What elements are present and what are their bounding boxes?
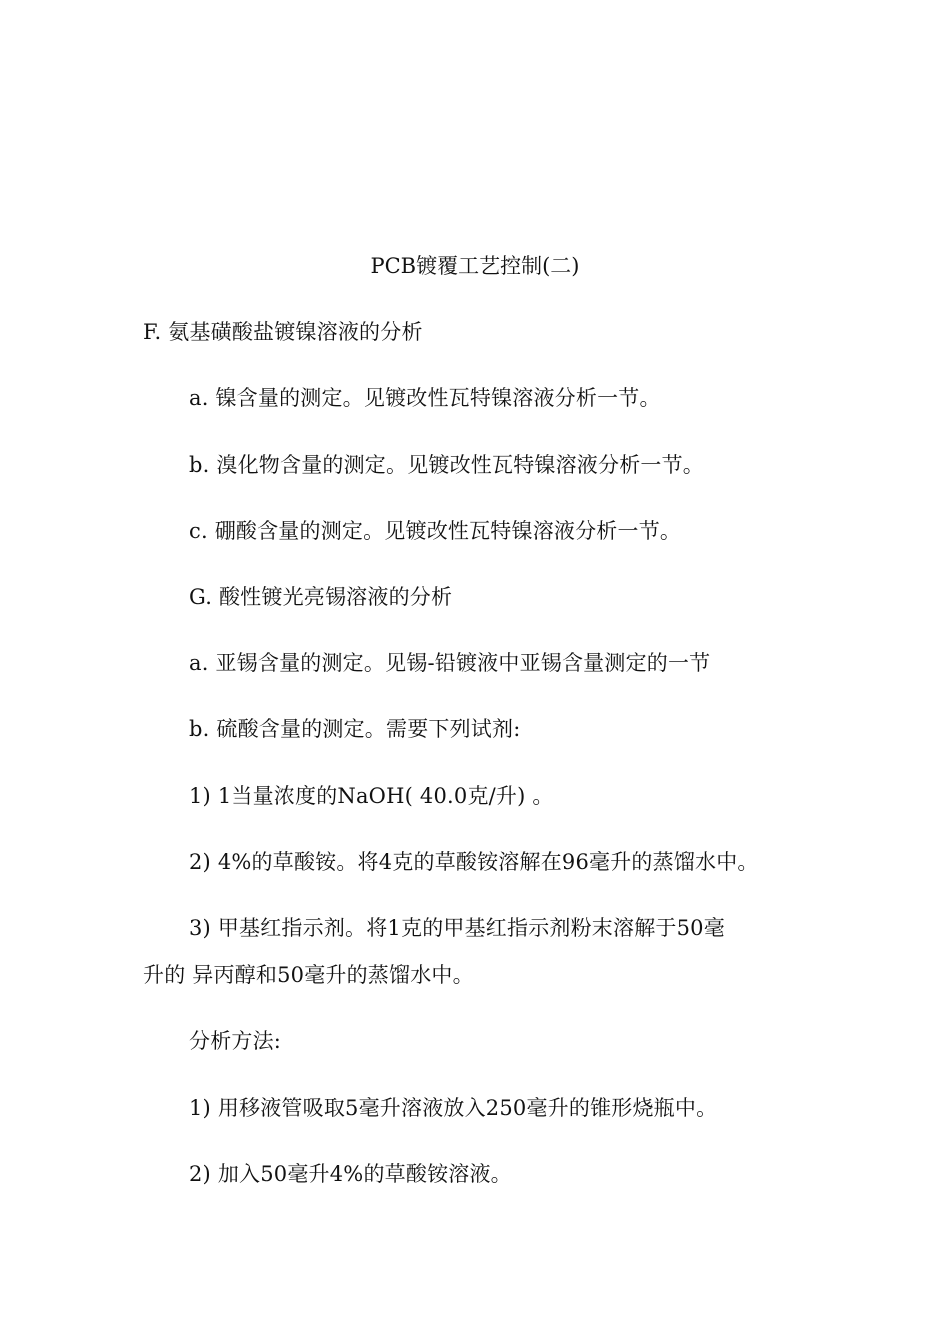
paragraph-nickel-content: a. 镍含量的测定。见镀改性瓦特镍溶液分析一节。 (189, 386, 661, 410)
reagent-item-1: 1) 1当量浓度的NaOH( 40.0克/升) 。 (189, 784, 554, 808)
paragraph-bromide-content: b. 溴化物含量的测定。见镀改性瓦特镍溶液分析一节。 (189, 453, 704, 477)
analysis-method-heading: 分析方法: (189, 1029, 282, 1053)
section-heading-f: F. 氨基磺酸盐镀镍溶液的分析 (143, 320, 423, 344)
method-step-1: 1) 用移液管吸取5毫升溶液放入250毫升的锥形烧瓶中。 (189, 1096, 718, 1120)
paragraph-boric-acid-content: c. 硼酸含量的测定。见镀改性瓦特镍溶液分析一节。 (189, 519, 682, 543)
method-step-2: 2) 加入50毫升4%的草酸铵溶液。 (189, 1162, 512, 1186)
reagent-item-3-continued: 升的 异丙醇和50毫升的蒸馏水中。 (143, 963, 474, 987)
reagent-item-3: 3) 甲基红指示剂。将1克的甲基红指示剂粉末溶解于50毫 (189, 916, 725, 940)
section-heading-g: G. 酸性镀光亮锡溶液的分析 (189, 585, 453, 609)
paragraph-sulfuric-acid-content: b. 硫酸含量的测定。需要下列试剂: (189, 717, 521, 741)
document-title: PCB镀覆工艺控制(二) (370, 254, 580, 278)
paragraph-stannous-content: a. 亚锡含量的测定。见锡-铅镀液中亚锡含量测定的一节 (189, 651, 711, 675)
reagent-item-2: 2) 4%的草酸铵。将4克的草酸铵溶解在96毫升的蒸馏水中。 (189, 850, 759, 874)
